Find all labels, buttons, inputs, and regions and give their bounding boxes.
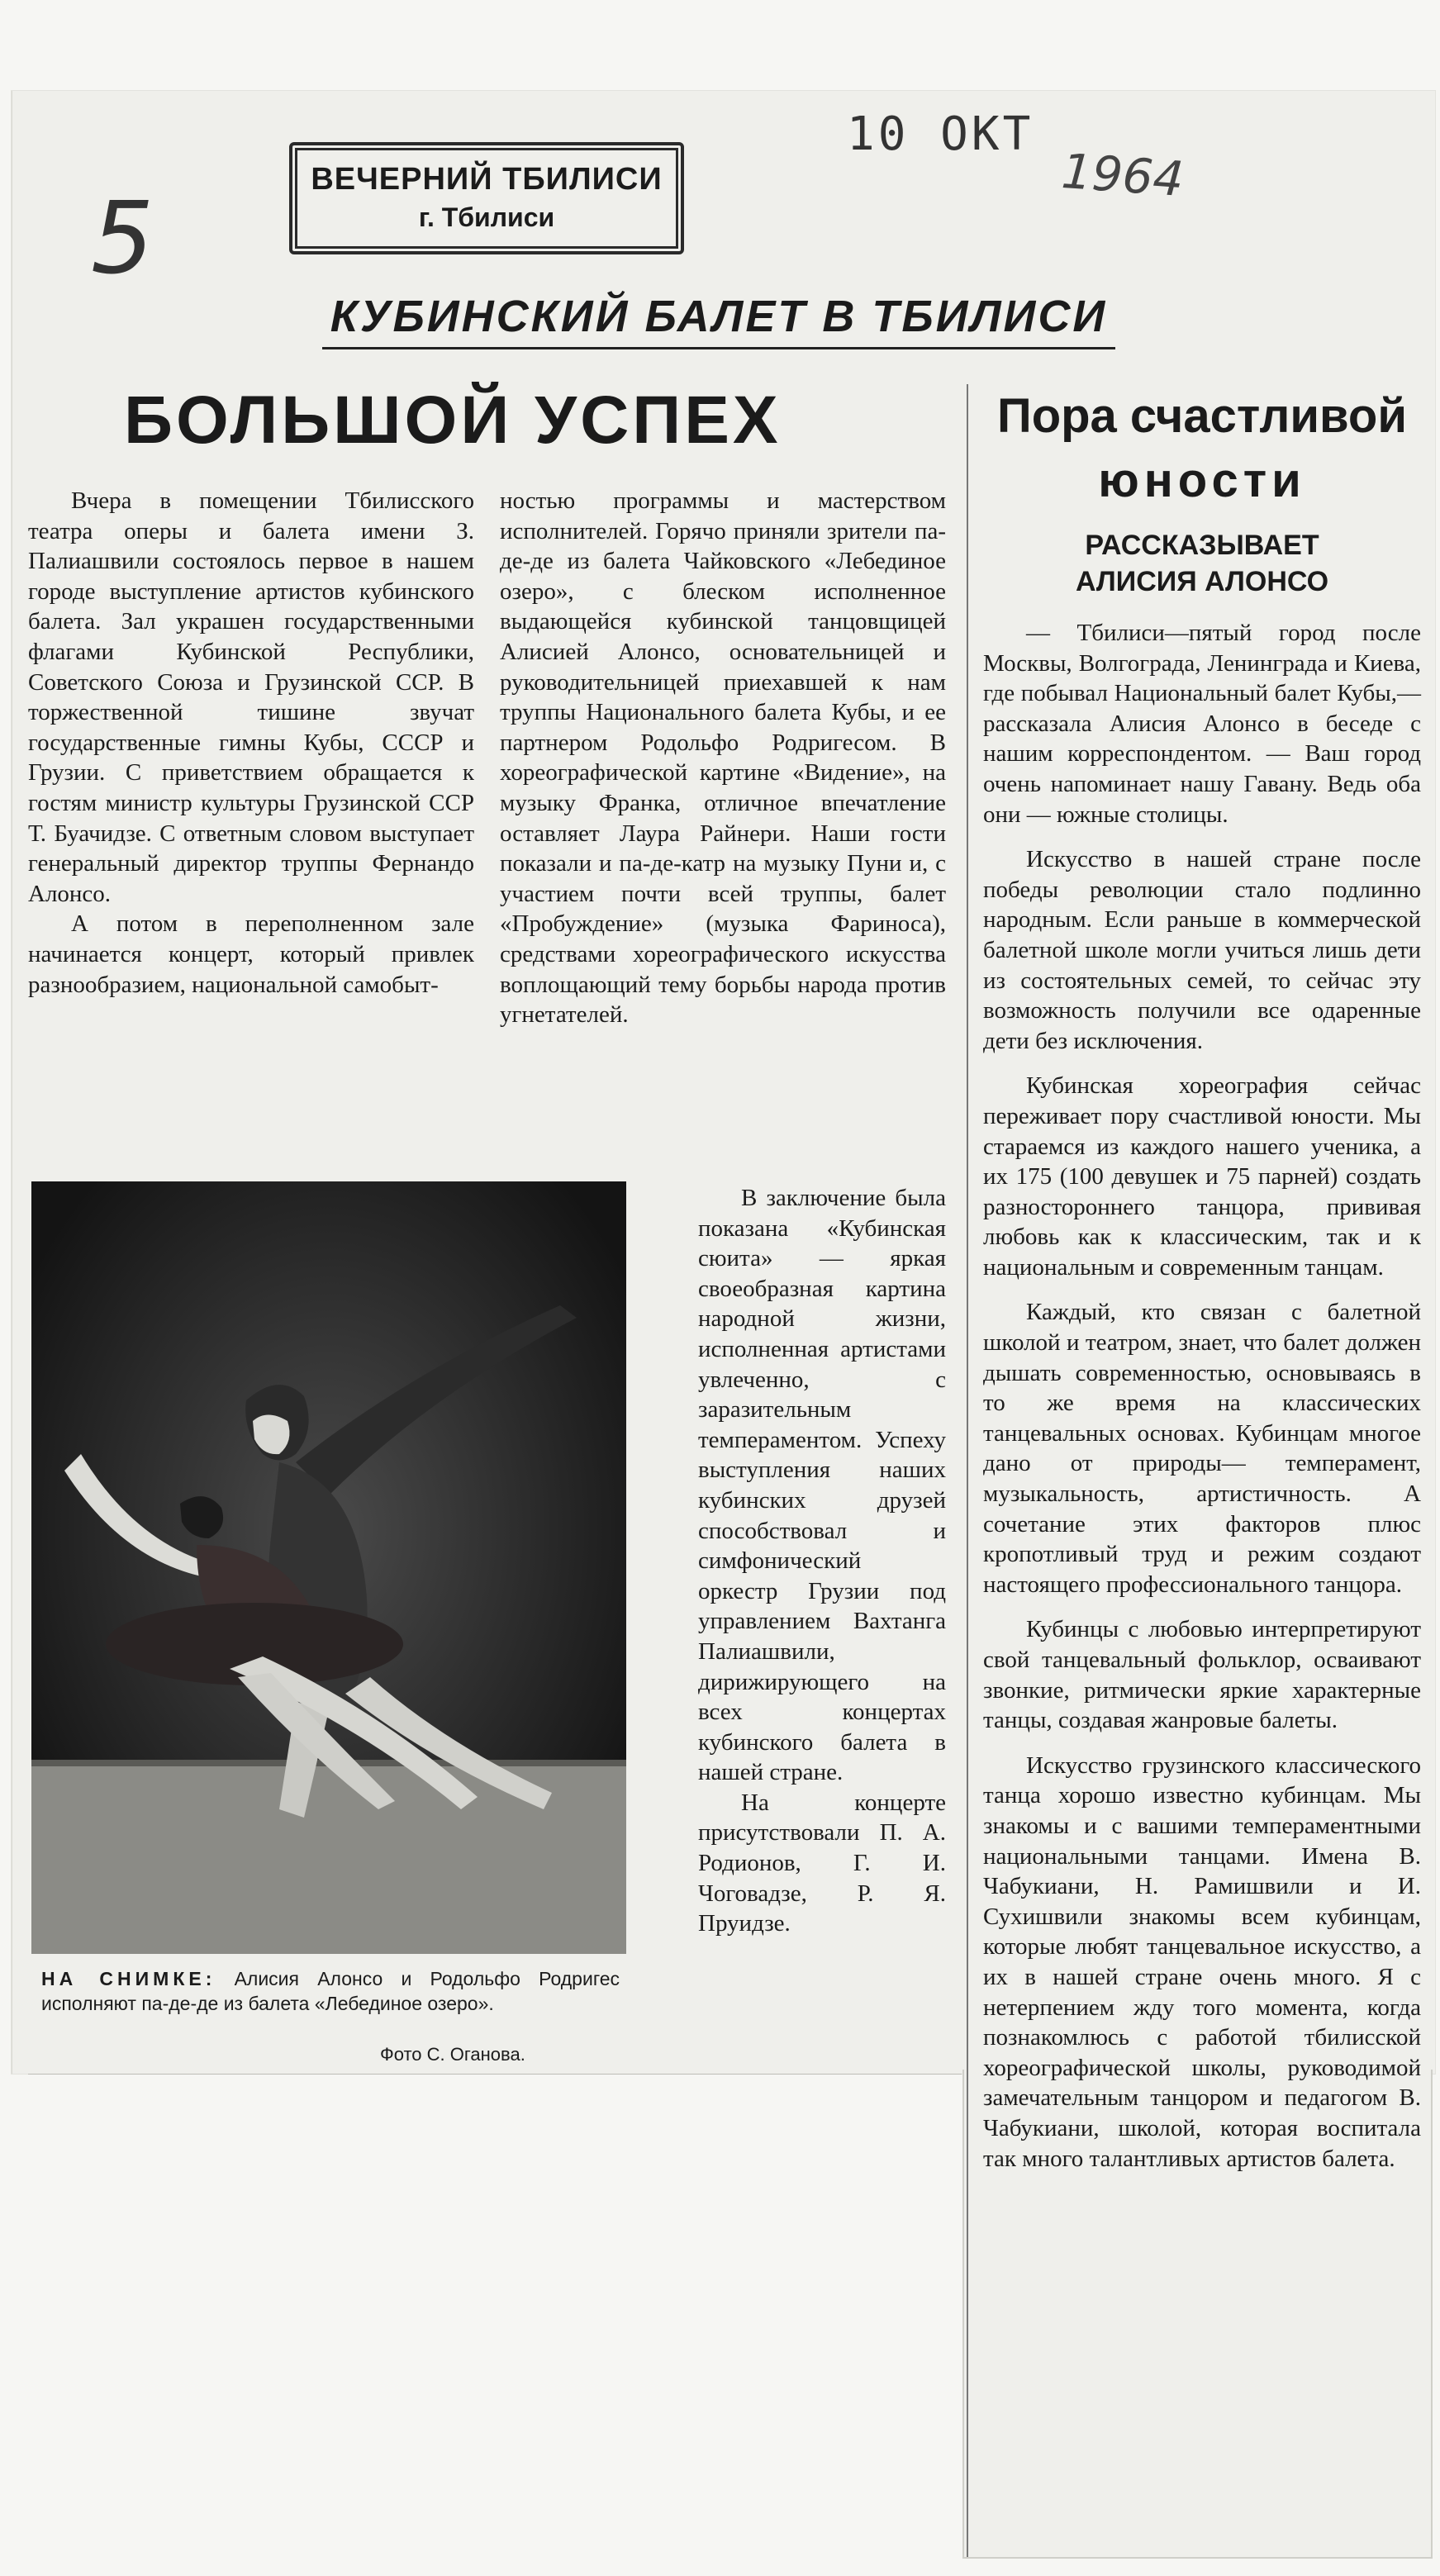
ballet-photo <box>31 1181 626 1954</box>
clipping-bottom-edge <box>28 2074 962 2075</box>
photo-caption <box>41 1966 620 2016</box>
date-stamp: 10 ОКТ <box>847 107 1034 161</box>
stamp-line-2: г. Тбилиси <box>418 202 555 232</box>
rubric-heading: КУБИНСКИЙ БАЛЕТ В ТБИЛИСИ <box>322 291 1115 349</box>
ballet-dancers-image <box>31 1181 626 1954</box>
article-column-1 <box>28 486 474 1000</box>
article-column-2 <box>500 486 946 1030</box>
side-article-byline <box>983 527 1421 600</box>
pencil-mark: 5 <box>91 182 154 297</box>
paragraph: На концерте присутствовали П. А. Родионов, Г. И. Чоговадзе, Р. Я. Пруидзе. <box>698 1789 946 1937</box>
paragraph: Искусство грузинского классического танца хорошо известно кубинцам. Мы знакомы и с вашими темпераментными национальными танцами. Имена В. Чабукиани, Н. Рамишвили и И. Сухишвили знакомы всем кубинцам, которые любят танцевальное искусство, а их в нашей стране очень много. Я с нетерпением жду того момента, когда познакомлюсь с работой тбилисской хореографической школы, руководимой замечательным танцором и педагогом В. Чабукиани, школой, которая воспитала так много талантливых артистов балета. <box>983 1751 1421 2172</box>
paragraph: А потом в переполненном зале начинается концерт, который привлек разнообразием, национальной самобыт- <box>28 910 474 998</box>
paragraph: — Тбилиси—пятый город после Москвы, Волгограда, Ленинграда и Киева, где побывал Национальный балет Кубы,— рассказала Алисия Алонсо в беседе с нашим корреспондентом. — Ваш город очень напоминает нашу Гавану. Ведь оба они — южные столицы. <box>983 620 1421 828</box>
byline-line-1: РАССКАЗЫВАЕТ <box>1085 530 1319 561</box>
paragraph: В заключение была показана «Кубинская сюита» — яркая своеобразная картина народной жизни, исполненная артистами увлеченно, с заразительным темпераментом. Успеху выступления наших кубинских друзей способствовал и симфонический оркестр Грузии под управлением Вахтанга Палиашвили, дирижирующего на всех концертах кубинского балета в нашей стране. <box>698 1185 946 1786</box>
photo-credit: Фото С. Оганова. <box>380 2044 525 2065</box>
paragraph: Кубинцы с любовью интерпретируют свой танцевальный фольклор, осваивают звонкие, ритмически яркие характерные танцы, создавая жанровые балеты. <box>983 1616 1421 1734</box>
stamp-line-1: ВЕЧЕРНИЙ ТБИЛИСИ <box>311 162 663 197</box>
headline: БОЛЬШОЙ УСПЕХ <box>124 383 782 458</box>
side-article-title-1: Пора счастливой <box>997 389 1407 443</box>
byline-line-2: АЛИСИЯ АЛОНСО <box>1075 566 1329 597</box>
paragraph: Каждый, кто связан с балетной школой и театром, знает, что балет должен дышать современностью, основываясь в то же время на классических танцевальных основах. Кубинцам многое дано от природы— темперамент, музыкальность, артистичность. А сочетание этих факторов плюс кропотливый труд и режим создают настоящего профессионального танцора. <box>983 1299 1421 1598</box>
caption-text: Алисия Алонсо и Родольфо Родригес исполняют па-де-де из балета «Лебединое озеро». <box>41 1968 620 2014</box>
side-article-title-2: юности <box>1098 454 1306 507</box>
paragraph: ностью программы и мастерством исполнителей. Горячо приняли зрители па-де-де из балета Чайковского «Лебединое озеро», с блеском исполненное выдающейся кубинской танцовщицей Алисией Алонсо, основательницей и руководительницей приехавшей к нам труппы Национального балета Кубы, и ее партнером Родольфо Родригесом. В хореографической картине «Видение», на музыку Франка, отличное впечатление оставляет Лаура Райнери. Наши гости показали и па-де-катр на музыку Пуни и, с участием почти всей труппы, балет «Пробуждение» (музыка Фариноса), средствами хореографического искусства воплощающий тему борьбы народа против угнетателей. <box>500 487 946 1029</box>
paragraph: Кубинская хореография сейчас переживает пору счастливой юности. Мы стараемся из каждого нашего ученика, а их 175 (100 девушек и 75 парней) создать разностороннего танцора, прививая любовь как к классическим, так и к национальным и современным танцам. <box>983 1072 1421 1281</box>
paragraph: Вчера в помещении Тбилисского театра оперы и балета имени З. Палиашвили состоялось первое в нашем городе выступление артистов кубинского балета. Зал украшен государственными флагами Кубинской Республики, Советского Союза и Грузинской ССР. В торжественной тишине звучат государственные гимны Кубы, СССР и Грузии. С приветствием обращается к гостям министр культуры Грузинской ССР Т. Буачидзе. С ответным словом выступает генеральный директор труппы Фернандо Алонсо. <box>28 487 474 907</box>
side-article-body <box>983 618 1421 2189</box>
article-column-2-continued <box>698 1183 946 1939</box>
masthead-stamp <box>289 142 684 254</box>
column-divider <box>967 384 968 2557</box>
paragraph: Искусство в нашей стране после победы революции стало подлинно народным. Если раньше в коммерческой балетной школе могли учиться лишь дети из состоятельных семей, то сейчас эту возможность получили все одаренные дети без исключения. <box>983 846 1421 1054</box>
date-year: 1964 <box>1059 142 1186 208</box>
caption-lead: НА СНИМКЕ: <box>41 1968 216 1989</box>
